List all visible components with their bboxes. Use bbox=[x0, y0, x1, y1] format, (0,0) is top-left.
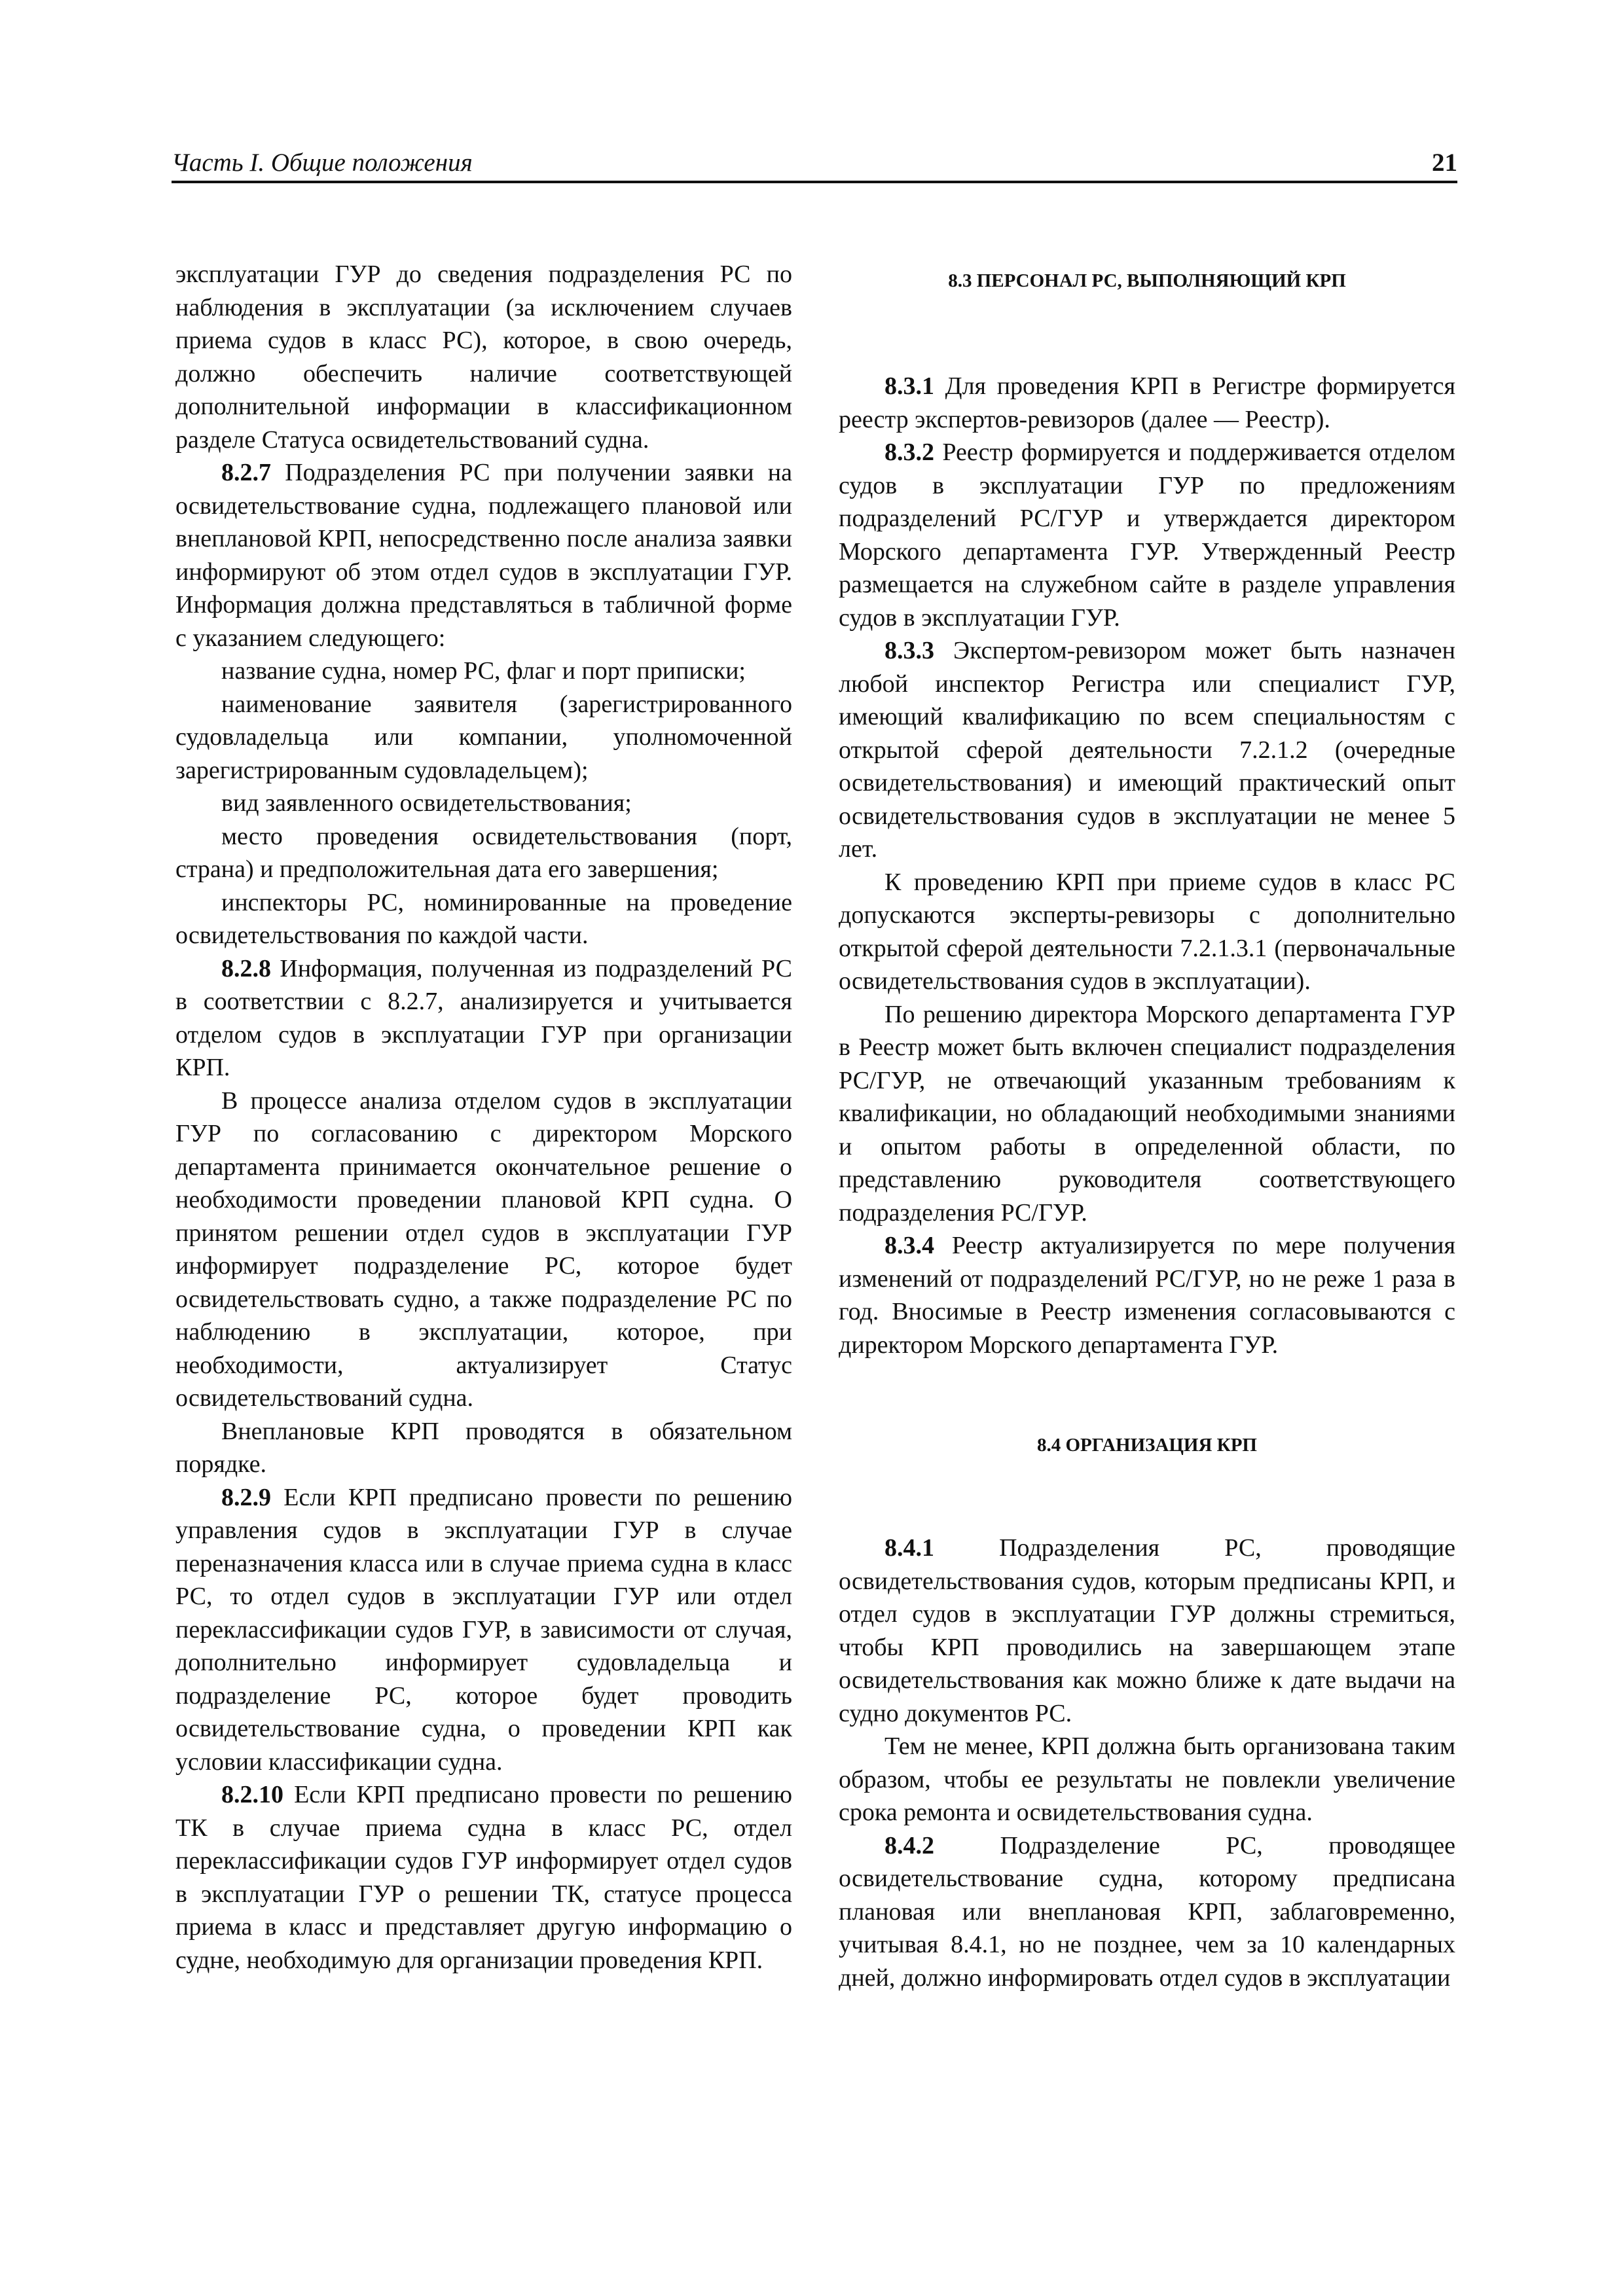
clause-number: 8.2.7 bbox=[221, 459, 271, 486]
clause-text: Реестр формируется и поддерживается отделом судов в эксплуатации ГУР по предложениям подразделений РС/ГУР и утверждается директором Морского департамента ГУР. Утвержденный Реестр размещается на служебном сайте в разделе управления судов в эксплуатации ГУР. bbox=[839, 439, 1455, 632]
clause-text: Информация, полученная из подразделений РС в соответствии с 8.2.7, анализируется и учитывается отделом судов в эксплуатации ГУР при организации КРП. bbox=[175, 954, 792, 1081]
section-heading-8-4: 8.4 ОРГАНИЗАЦИЯ КРП bbox=[1037, 1435, 1257, 1456]
section-heading-8-3: 8.3 ПЕРСОНАЛ РС, ВЫПОЛНЯЮЩИЙ КРП bbox=[948, 270, 1346, 291]
paragraph-8-4-2 bbox=[839, 1829, 1455, 1995]
paragraph-8-2-10 bbox=[175, 1778, 792, 1977]
clause-text: Реестр актуализируется по мере получения изменений от подразделений РС/ГУР, но не реже 1 раза в год. Вносимые в Реестр изменения согласовываются с директором Морского департамента ГУР. bbox=[839, 1232, 1455, 1359]
paragraph-8-3-4 bbox=[839, 1229, 1455, 1361]
paragraph-continuation: эксплуатации ГУР до сведения подразделения РС по наблюдения в эксплуатации (за исключением случаев приема судов в класс РС), которое, в свою очередь, должно обеспечить наличие соответствующей дополнительной информации в классификационном разделе Статуса освидетельствований судна. bbox=[175, 260, 792, 454]
clause-text: Подразделение РС, проводящее освидетельствование судна, которому предписана плановая или внеплановая КРП, заблаговременно, учитывая 8.4.1, но не позднее, чем за 10 календарных дней, должно информировать отдел судов в эксплуатации bbox=[839, 1831, 1455, 1992]
page-header bbox=[172, 144, 1457, 183]
list-item: вид заявленного освидетельствования; bbox=[221, 789, 632, 817]
clause-number: 8.2.10 bbox=[221, 1781, 283, 1808]
clause-text: Если КРП предписано провести по решению управления судов в эксплуатации ГУР в случае переназначения класса или в случае приема судна в класс РС, то отдел судов в эксплуатации ГУР или отдел переклассификации судов ГУР, в зависимости от случая, дополнительно информирует судовладельца и подразделение РС, которое будет проводить освидетельствование судна, о проведении КРП как условии классификации судна. bbox=[175, 1483, 792, 1776]
left-column bbox=[175, 258, 792, 1977]
right-column bbox=[839, 258, 1455, 1994]
paragraph-8-3-1 bbox=[839, 370, 1455, 436]
paragraph-director: По решению директора Морского департамента ГУР в Реестр может быть включен специалист подразделения РС/ГУР, не отвечающий указанным требованиям к квалификации, но обладающий необходимыми знаниями и опытом работы в определенной области, по представлению руководителя соответствующего подразделения РС/ГУР. bbox=[839, 1000, 1455, 1227]
paragraph-8-4-1 bbox=[839, 1532, 1455, 1730]
paragraph-8-3-2 bbox=[839, 436, 1455, 634]
list-item: инспекторы РС, номинированные на проведение освидетельствования по каждой части. bbox=[175, 888, 792, 949]
clause-text: Подразделения РС, проводящие освидетельствования судов, которым предписаны КРП, и отдел судов в эксплуатации ГУР должны стремиться, чтобы КРП проводились на завершающем этапе освидетельствования как можно ближе к дате выдачи на судно документов РС. bbox=[839, 1534, 1455, 1727]
paragraph-analysis: В процессе анализа отделом судов в эксплуатации ГУР по согласованию с директором Морского департамента принимается окончательное решение о необходимости проведении плановой КРП судна. О принятом решении отдел судов в эксплуатации ГУР информирует подразделение РС, которое будет освидетельствовать судно, а также подразделение РС по наблюдению в эксплуатации, которое, при необходимости, актуализирует Статус освидетельствований судна. bbox=[175, 1086, 792, 1412]
paragraph-8-3-3 bbox=[839, 634, 1455, 866]
list-item: название судна, номер РС, флаг и порт приписки; bbox=[221, 657, 746, 685]
clause-number: 8.3.4 bbox=[884, 1232, 934, 1259]
clause-number: 8.3.1 bbox=[884, 372, 934, 400]
list-item: наименование заявителя (зарегистрированного судовладельца или компании, уполномоченной зарегистрированным судовладельцем); bbox=[175, 690, 792, 784]
running-title: Часть I. Общие положения bbox=[172, 149, 473, 177]
page-number: 21 bbox=[1432, 149, 1457, 177]
paragraph-unplanned: Внеплановые КРП проводятся в обязательном порядке. bbox=[175, 1417, 792, 1478]
paragraph-8-2-7 bbox=[175, 456, 792, 655]
clause-number: 8.4.2 bbox=[884, 1831, 934, 1859]
paragraph-admission: К проведению КРП при приеме судов в класс РС допускаются эксперты-ревизоры с дополнительно открытой сферой деятельности 7.2.1.3.1 (первоначальные освидетельствования судов в эксплуатации). bbox=[839, 868, 1455, 995]
clause-text: Экспертом-ревизором может быть назначен любой инспектор Регистра или специалист ГУР, имеющий квалификацию по всем специальностям с открытой сферой деятельности 7.2.1.2 (очередные освидетельствования) и имеющий практический опыт освидетельствования судов в эксплуатации не менее 5 лет. bbox=[839, 637, 1455, 863]
clause-number: 8.3.2 bbox=[884, 439, 934, 466]
list-item: место проведения освидетельствования (порт, страна) и предположительная дата его завершения; bbox=[175, 822, 792, 883]
clause-text: Если КРП предписано провести по решению ТК в случае приема судна в класс РС, отдел переклассификации судов ГУР информирует отдел судов в эксплуатации ГУР о решении ТК, статусе процесса приема в класс и представляет другую информацию о судне, необходимую для организации проведения КРП. bbox=[175, 1781, 792, 1974]
clause-number: 8.2.8 bbox=[221, 954, 271, 982]
clause-number: 8.4.1 bbox=[884, 1534, 934, 1562]
clause-text: Для проведения КРП в Регистре формируется реестр экспертов-ревизоров (далее — Реестр). bbox=[839, 372, 1455, 433]
clause-text: Подразделения РС при получении заявки на освидетельствование судна, подлежащего плановой или внеплановой КРП, непосредственно после анализа заявки информируют об этом отдел судов в эксплуатации ГУР. Информация должна представляться в табличной форме с указанием следующего: bbox=[175, 459, 792, 652]
paragraph-8-2-9 bbox=[175, 1481, 792, 1779]
clause-number: 8.3.3 bbox=[884, 637, 934, 664]
paragraph-nevertheless: Тем не менее, КРП должна быть организована таким образом, чтобы ее результаты не повлекли увеличение срока ремонта и освидетельствования судна. bbox=[839, 1732, 1455, 1826]
clause-number: 8.2.9 bbox=[221, 1483, 271, 1511]
paragraph-8-2-8 bbox=[175, 952, 792, 1085]
